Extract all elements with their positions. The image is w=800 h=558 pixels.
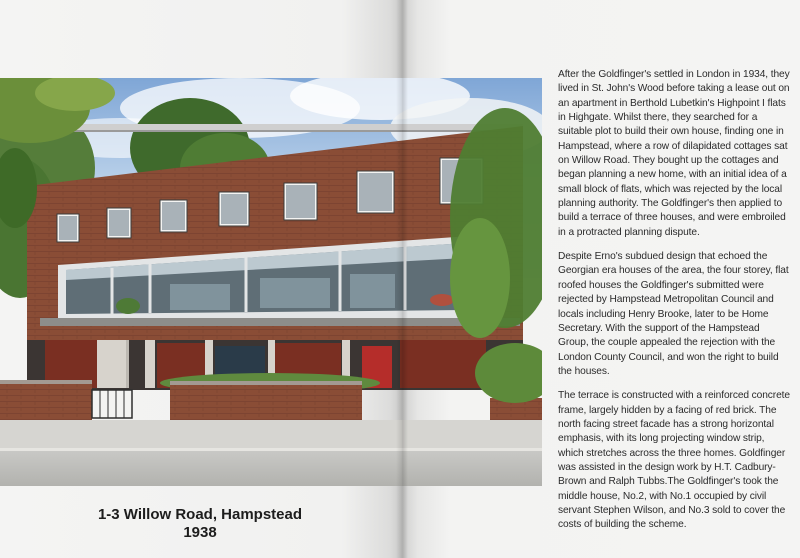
caption-year: 1938 — [183, 524, 217, 541]
photo-caption — [60, 506, 340, 542]
paragraph-2: Despite Erno's subdued design that echoed the Georgian era houses of the area, the four storey, flat roofed houses the Goldfinger's submitted were rejected by Hampstead Metropolitan Council and locals including Henry Brooke, later to be Home Secretary. With the support of the Hampstead Group, the couple appealed the rejection with the London County Council, and won the right to build the houses. — [558, 251, 789, 377]
article-text — [558, 68, 790, 533]
paragraph-1: After the Goldfinger's settled in London in 1934, they lived in St. John's Wood before taking a lease out on an apartment in Berthold Lubetkin's Highpoint I flats in Highgate. Whilst there, they searched for a suitable plot to build their own house, finding one in Hampstead, where a row of dilapidated cottages sat on Willow Road. They bought up the cottages and began planning a new home, with an initial idea of a small block of flats, which was rejected by the local planning authority. The Goldfinger's then applied to build a terrace of three houses, and were embroiled in a protracted planning dispute. — [558, 69, 790, 238]
willow-road-photo — [0, 78, 542, 486]
paragraph-3: The terrace is constructed with a reinforced concrete frame, largely hidden by a facing of red brick. The north facing street facade has a strong horizontal emphasis, with its long projecting window strip, which stretches across the three homes. Goldfinger was assisted in the design work by H.T. Cadbury-Brown and Ralph Tubbs.The Goldfinger's took the middle house, No.2, with No.1 occupied by civil servant Stephen Wilson, and No.3 sold to cover the costs of building the scheme. — [558, 390, 790, 531]
book-gutter — [396, 0, 408, 558]
caption-title: 1-3 Willow Road, Hampstead — [97, 506, 303, 523]
